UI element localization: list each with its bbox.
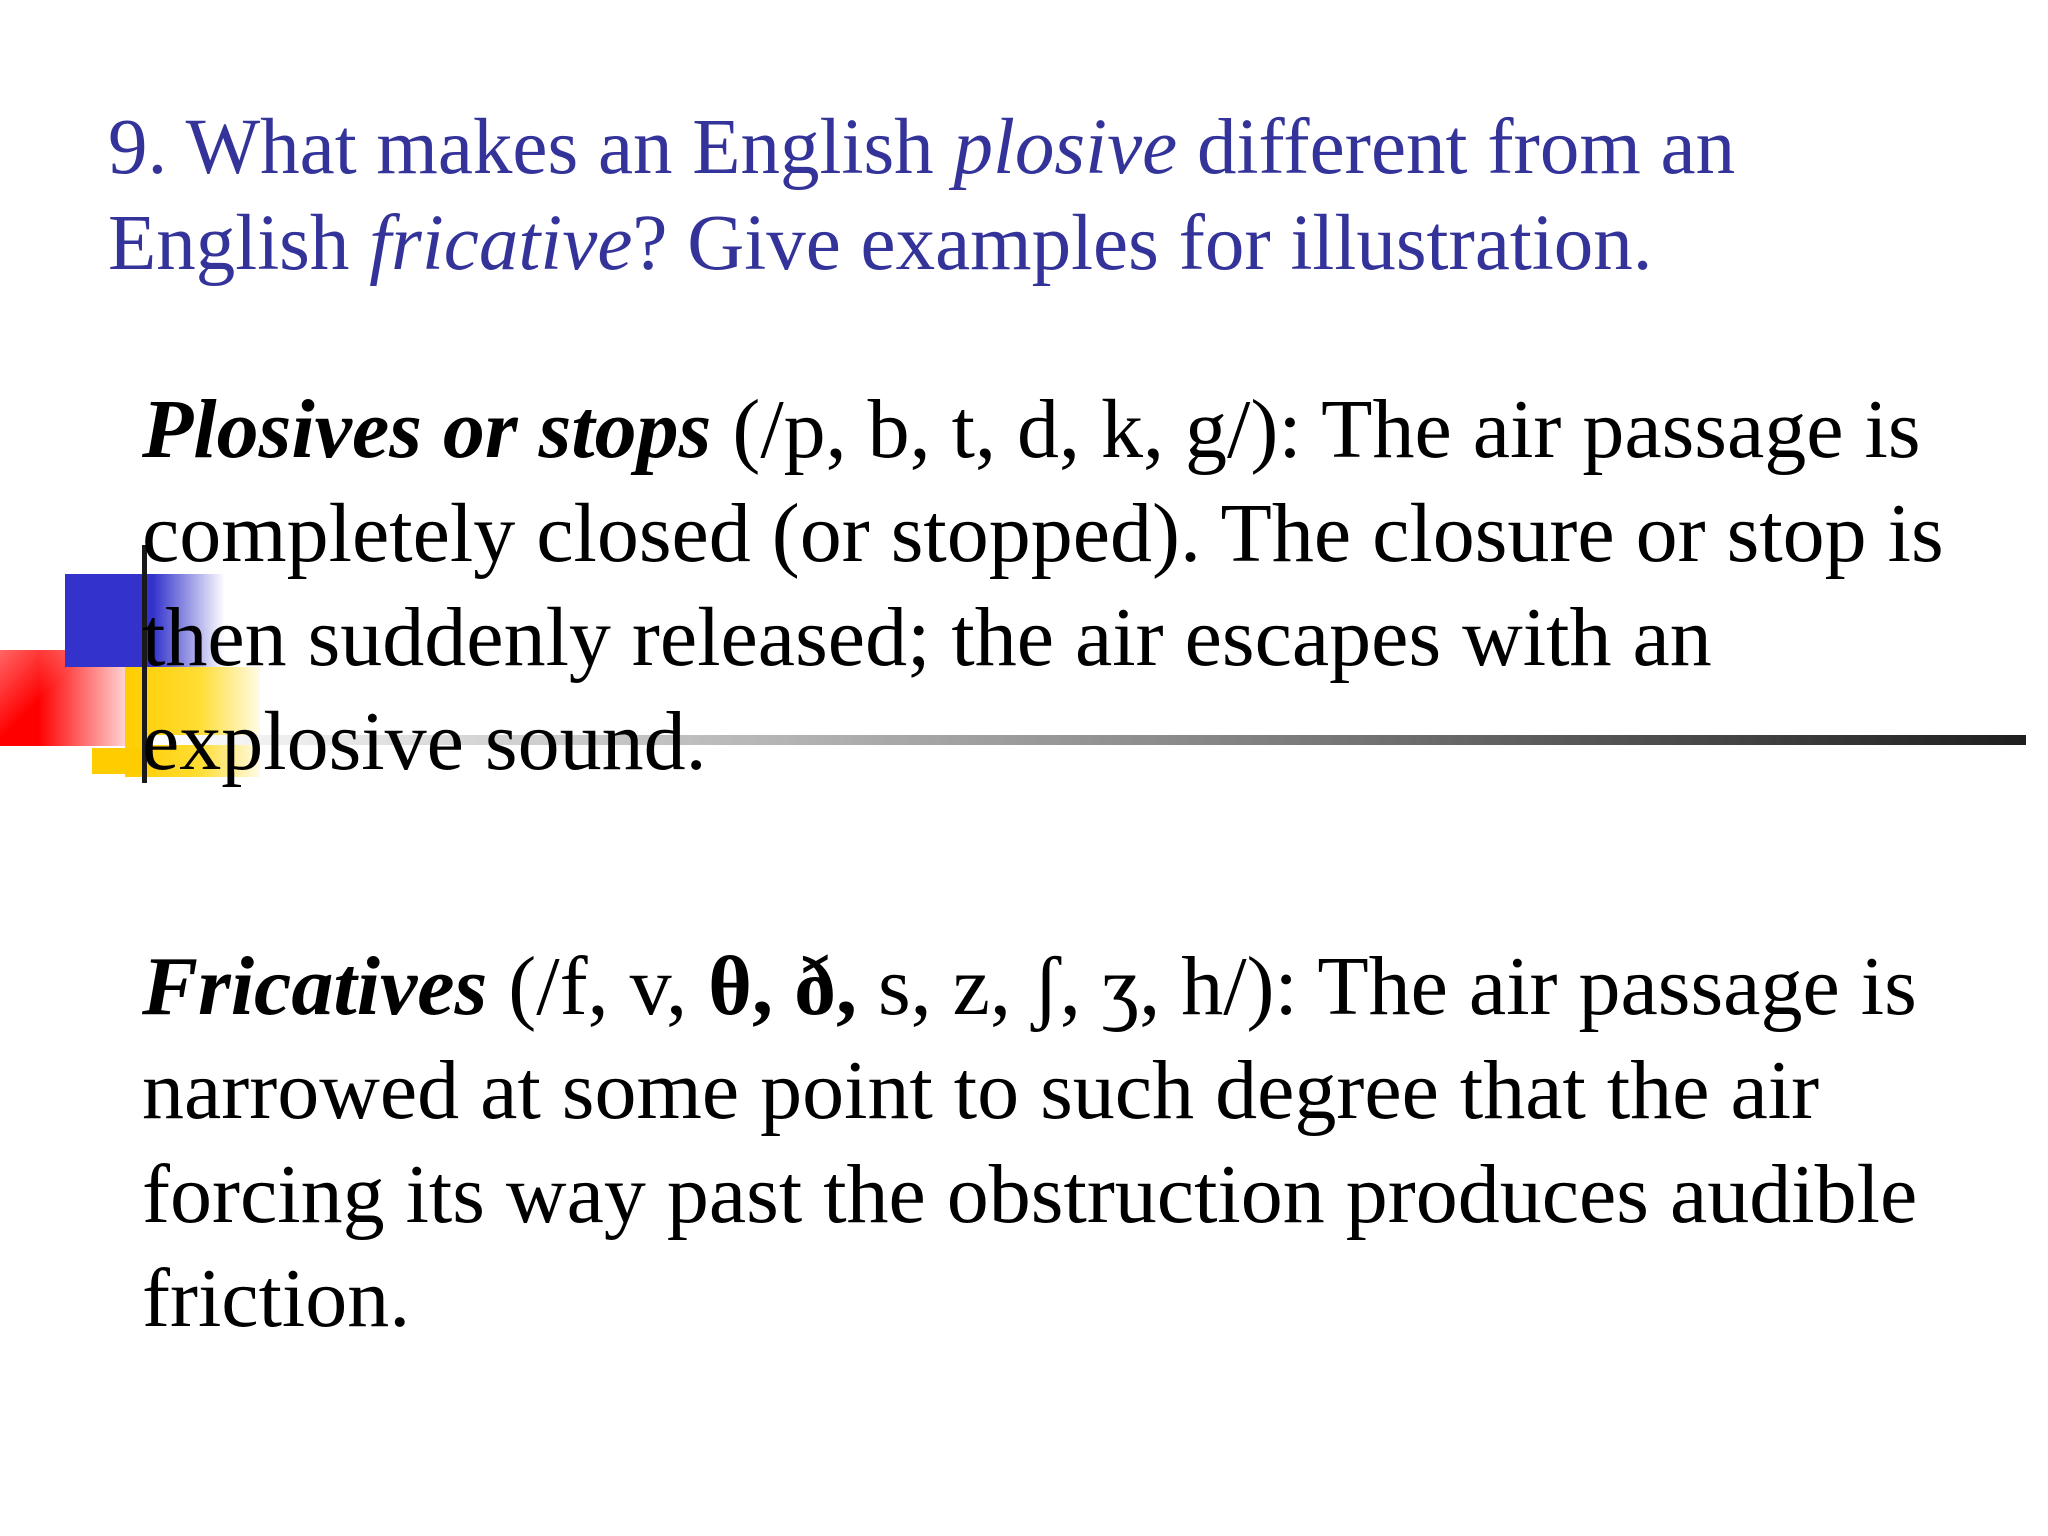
fricatives-description: : The air passage is narrowed at some point to such degree that the air forcing its way past the obstruction produces audible friction. — [142, 940, 1918, 1345]
yellow-decoration-tab — [92, 748, 142, 774]
title-part1: 9. What makes an English — [108, 104, 954, 191]
slide-title — [108, 100, 1908, 292]
fricatives-symbols-close: s, z, ʃ, ʒ, h/) — [856, 940, 1275, 1033]
title-plosive-term: plosive — [953, 104, 1178, 191]
title-fricative-term: fricative — [369, 200, 633, 287]
plosives-description: : The air passage is completely closed (or stopped). The closure or stop is then suddenly released; the air escapes with an explosive sound. — [142, 383, 1944, 788]
plosives-symbols: (/p, b, t, d, k, g/) — [711, 383, 1279, 476]
plosives-term: Plosives or stops — [142, 383, 712, 476]
fricatives-term: Fricatives — [142, 940, 488, 1033]
fricatives-symbols-open: (/f, v, — [487, 940, 709, 1033]
title-part3: ? Give examples for illustration. — [632, 200, 1653, 287]
plosives-paragraph — [142, 378, 2012, 794]
title-part2: different from an English — [108, 104, 1736, 287]
fricatives-symbols-bold: θ, ð, — [708, 940, 857, 1033]
fricatives-paragraph — [142, 935, 2012, 1351]
